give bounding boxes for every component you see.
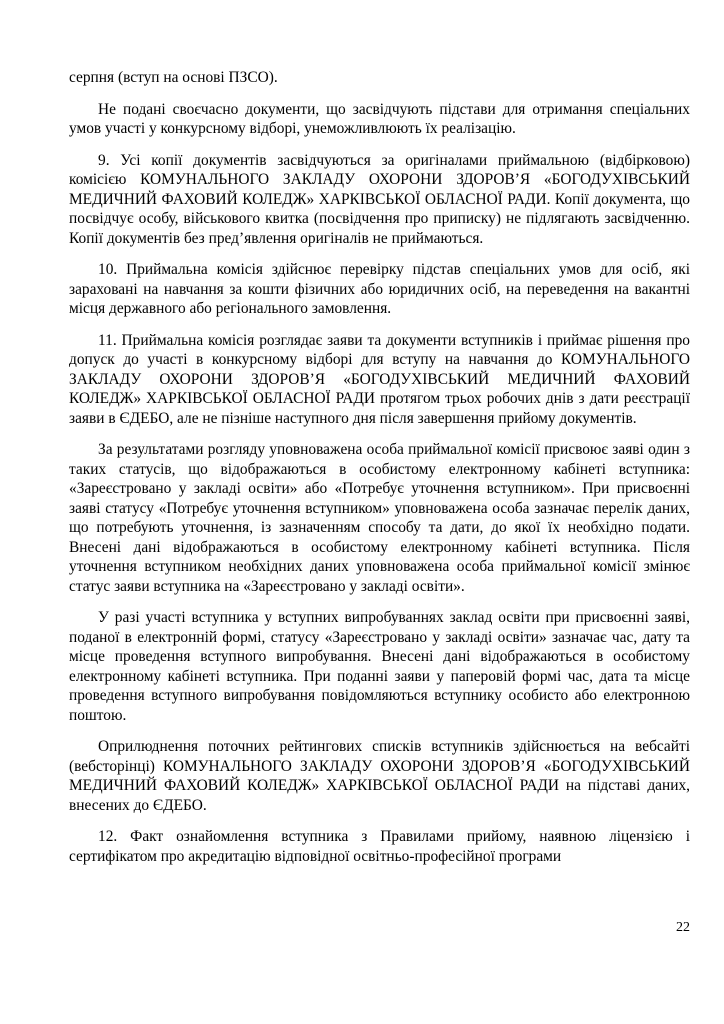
paragraph-review-results: За результатами розгляду уповноважена особа приймальної комісії присвоює заяві один з таких статусів, що відображаються в особистому електронному кабінеті вступника: «Зареєстровано у закладі освіти» або «Потребує уточнення вступником». При присвоєнні заяві статусу «Потребує уточнення вступником» уповноважена особа зазначає перелік даних, що потребують уточнення, із зазначенням способу та дати, до якої їх необхідно подати. Внесені дані відображаються в особистому електронному кабінеті вступника. Після уточнення вступником необхідних даних уповноважена особа приймальної комісії змінює статус заяви вступника на «Зареєстровано у закладі освіти». [69, 441, 690, 595]
document-page [69, 68, 690, 878]
paragraph-item-12: 12. Факт ознайомлення вступника з Правилами прийому, наявною ліцензією і сертифікатом про акредитацію відповідної освітньо-професійної програми [69, 828, 690, 865]
paragraph-item-10: 10. Приймальна комісія здійснює перевірку підстав спеціальних умов для осіб, які зараховані на навчання за кошти фізичних або юридичних осіб, на переведення на вакантні місця державного або регіонального замовлення. [69, 261, 690, 317]
page-number: 22 [676, 920, 690, 935]
paragraph-item-11: 11. Приймальна комісія розглядає заяви та документи вступників і приймає рішення про допуск до участі в конкурсному відборі для вступу на навчання до КОМУНАЛЬНОГО ЗАКЛАДУ ОХОРОНИ ЗДОРОВ’Я «БОГОДУХІВСЬКИЙ МЕДИЧНИЙ ФАХОВИЙ КОЛЕДЖ» ХАРКІВСЬКОЇ ОБЛАСНОЇ РАДИ протягом трьох робочих днів з дати реєстрації заяви в ЄДЕБО, але не пізніше наступного дня після завершення прийому документів. [69, 331, 690, 427]
paragraph-continuation: серпня (вступ на основі ПЗСО). [69, 69, 278, 86]
paragraph-item-9: 9. Усі копії документів засвідчуються за оригіналами приймальною (відбірковою) комісією КОМУНАЛЬНОГО ЗАКЛАДУ ОХОРОНИ ЗДОРОВ’Я «БОГОДУХІВСЬКИЙ МЕДИЧНИЙ ФАХОВИЙ КОЛЕДЖ» ХАРКІВСЬКОЇ ОБЛАСНОЇ РАДИ. Копії документа, що посвідчує особу, військового квитка (посвідчення про приписку) не підлягають засвідченню. Копії документів без пред’явлення оригіналів не приймаються. [69, 151, 690, 247]
paragraph-special-conditions: Не подані своєчасно документи, що засвідчують підстави для отримання спеціальних умов участі у конкурсному відборі, унеможливлюють їх реалізацію. [69, 100, 690, 137]
paragraph-ranking-lists: Оприлюднення поточних рейтингових списків вступників здійснюється на вебсайті (вебсторінці) КОМУНАЛЬНОГО ЗАКЛАДУ ОХОРОНИ ЗДОРОВ’Я «БОГОДУХІВСЬКИЙ МЕДИЧНИЙ ФАХОВИЙ КОЛЕДЖ» ХАРКІВСЬКОЇ ОБЛАСНОЇ РАДИ на підставі даних, внесених до ЄДЕБО. [69, 738, 690, 814]
paragraph-entrance-exams: У разі участі вступника у вступних випробуваннях заклад освіти при присвоєнні заяві, поданої в електронній формі, статусу «Зареєстровано у закладі освіти» зазначає час, дату та місце проведення вступного випробування. Внесені дані відображаються в особистому електронному кабінеті вступника. При поданні заяви у паперовій формі час, дата та місце проведення вступного випробування повідомляються вступнику особисто або електронною поштою. [69, 609, 690, 724]
